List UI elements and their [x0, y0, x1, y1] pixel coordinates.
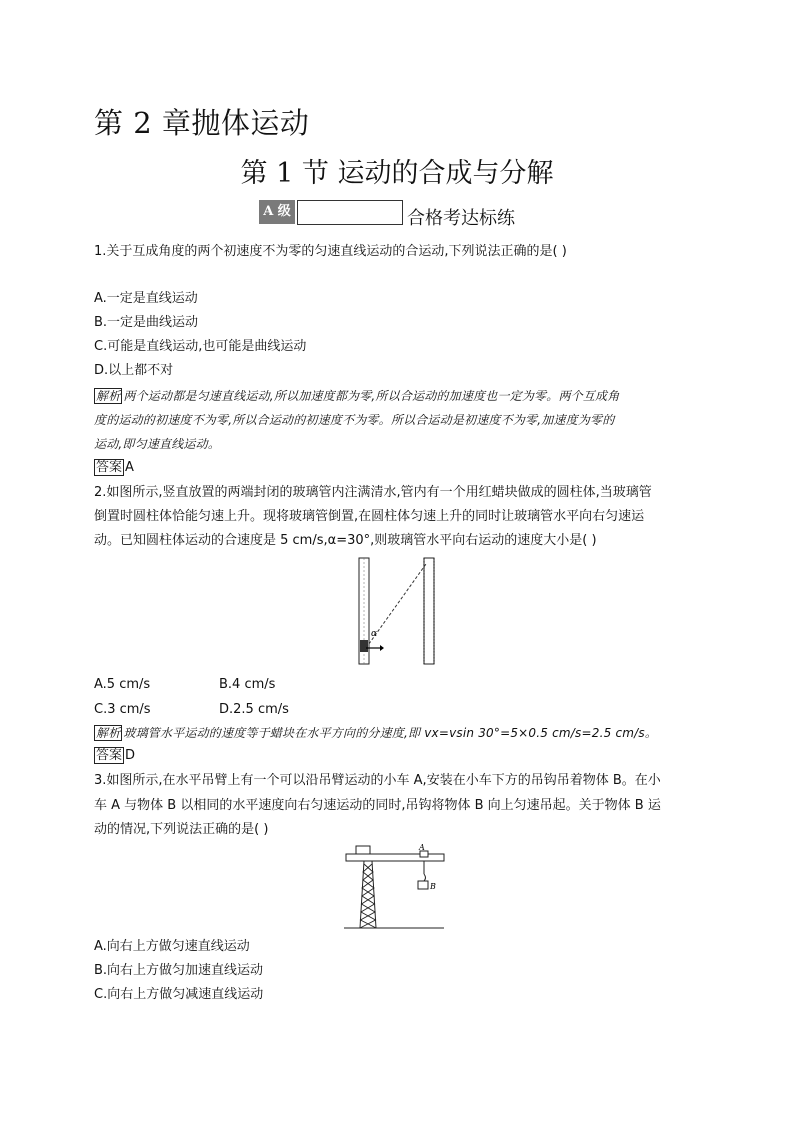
q2-answer-tag: 答案 — [96, 748, 123, 763]
q2-option-b: B.4 cm/s — [219, 677, 276, 692]
q1-option-b: B.一定是曲线运动 — [94, 315, 199, 330]
q2-analysis-tag: 解析 — [96, 726, 121, 740]
q1-stem: 1.关于互成角度的两个初速度不为零的匀速直线运动的合运动,下列说法正确的是( ) — [94, 244, 567, 259]
q3-stem-line-3: 动的情况,下列说法正确的是( ) — [94, 822, 269, 837]
q1-option-a: A.一定是直线运动 — [94, 291, 198, 306]
section-title: 第 1 节 运动的合成与分解 — [240, 158, 554, 189]
crane-figure — [340, 842, 448, 932]
q1-answer-line — [94, 458, 134, 478]
level-text: 合格考达标练 — [407, 208, 515, 229]
q3-label-b: B — [430, 882, 436, 891]
q3-label-a: A — [419, 843, 425, 852]
q2-stem-line-2: 倒置时圆柱体恰能匀速上升。现将玻璃管倒置,在圆柱体匀速上升的同时让玻璃管水平向右匀速运 — [94, 509, 645, 524]
q2-analysis-line — [94, 721, 657, 745]
q1-analysis-tag: 解析 — [96, 389, 121, 403]
level-badge: A 级 — [259, 200, 295, 224]
q2-analysis-text: 玻璃管水平运动的速度等于蜡块在水平方向的分速度,即 vx=vsin 30°=5×0.5 cm/s=2.5 cm/s。 — [123, 726, 658, 740]
q3-option-b: B.向右上方做匀加速直线运动 — [94, 963, 264, 978]
q1-analysis-line-1 — [94, 384, 619, 408]
q1-analysis-text-1: 两个运动都是匀速直线运动,所以加速度都为零,所以合运动的加速度也一定为零。两个互成角 — [123, 389, 620, 403]
q2-option-d: D.2.5 cm/s — [219, 702, 289, 717]
q1-answer: A — [125, 460, 134, 475]
q1-option-c: C.可能是直线运动,也可能是曲线运动 — [94, 339, 307, 354]
q3-stem-line-2: 车 A 与物体 B 以相同的水平速度向右匀速运动的同时,吊钩将物体 B 向上匀速吊起。关于物体 B 运 — [94, 798, 661, 813]
q2-answer: D — [125, 748, 136, 763]
q1-analysis-line-2: 度的运动的初速度不为零,所以合运动的初速度不为零。所以合运动是初速度不为零,加速度为零的 — [94, 413, 615, 427]
q2-option-c: C.3 cm/s — [94, 702, 151, 717]
q2-answer-line — [94, 746, 135, 766]
q2-figure-label: α — [371, 629, 378, 639]
chapter-title: 第 2 章抛体运动 — [94, 106, 310, 140]
q3-stem-line-1: 3.如图所示,在水平吊臂上有一个可以沿吊臂运动的小车 A,安装在小车下方的吊钩吊着物体 B。在小 — [94, 773, 661, 788]
glass-tube-figure — [350, 556, 450, 668]
q1-analysis-line-3: 运动,即匀速直线运动。 — [94, 437, 221, 451]
q2-stem-line-3: 动。已知圆柱体运动的合速度是 5 cm/s,α=30°,则玻璃管水平向右运动的速度大小是( ) — [94, 533, 597, 548]
q2-option-a: A.5 cm/s — [94, 677, 151, 692]
level-blank-box — [297, 200, 403, 225]
q1-option-d: D.以上都不对 — [94, 363, 174, 378]
q3-option-c: C.向右上方做匀减速直线运动 — [94, 987, 264, 1002]
q3-option-a: A.向右上方做匀速直线运动 — [94, 939, 250, 954]
q1-answer-tag: 答案 — [96, 460, 123, 475]
q2-stem-line-1: 2.如图所示,竖直放置的两端封闭的玻璃管内注满清水,管内有一个用红蜡块做成的圆柱体,当玻璃管 — [94, 485, 652, 500]
